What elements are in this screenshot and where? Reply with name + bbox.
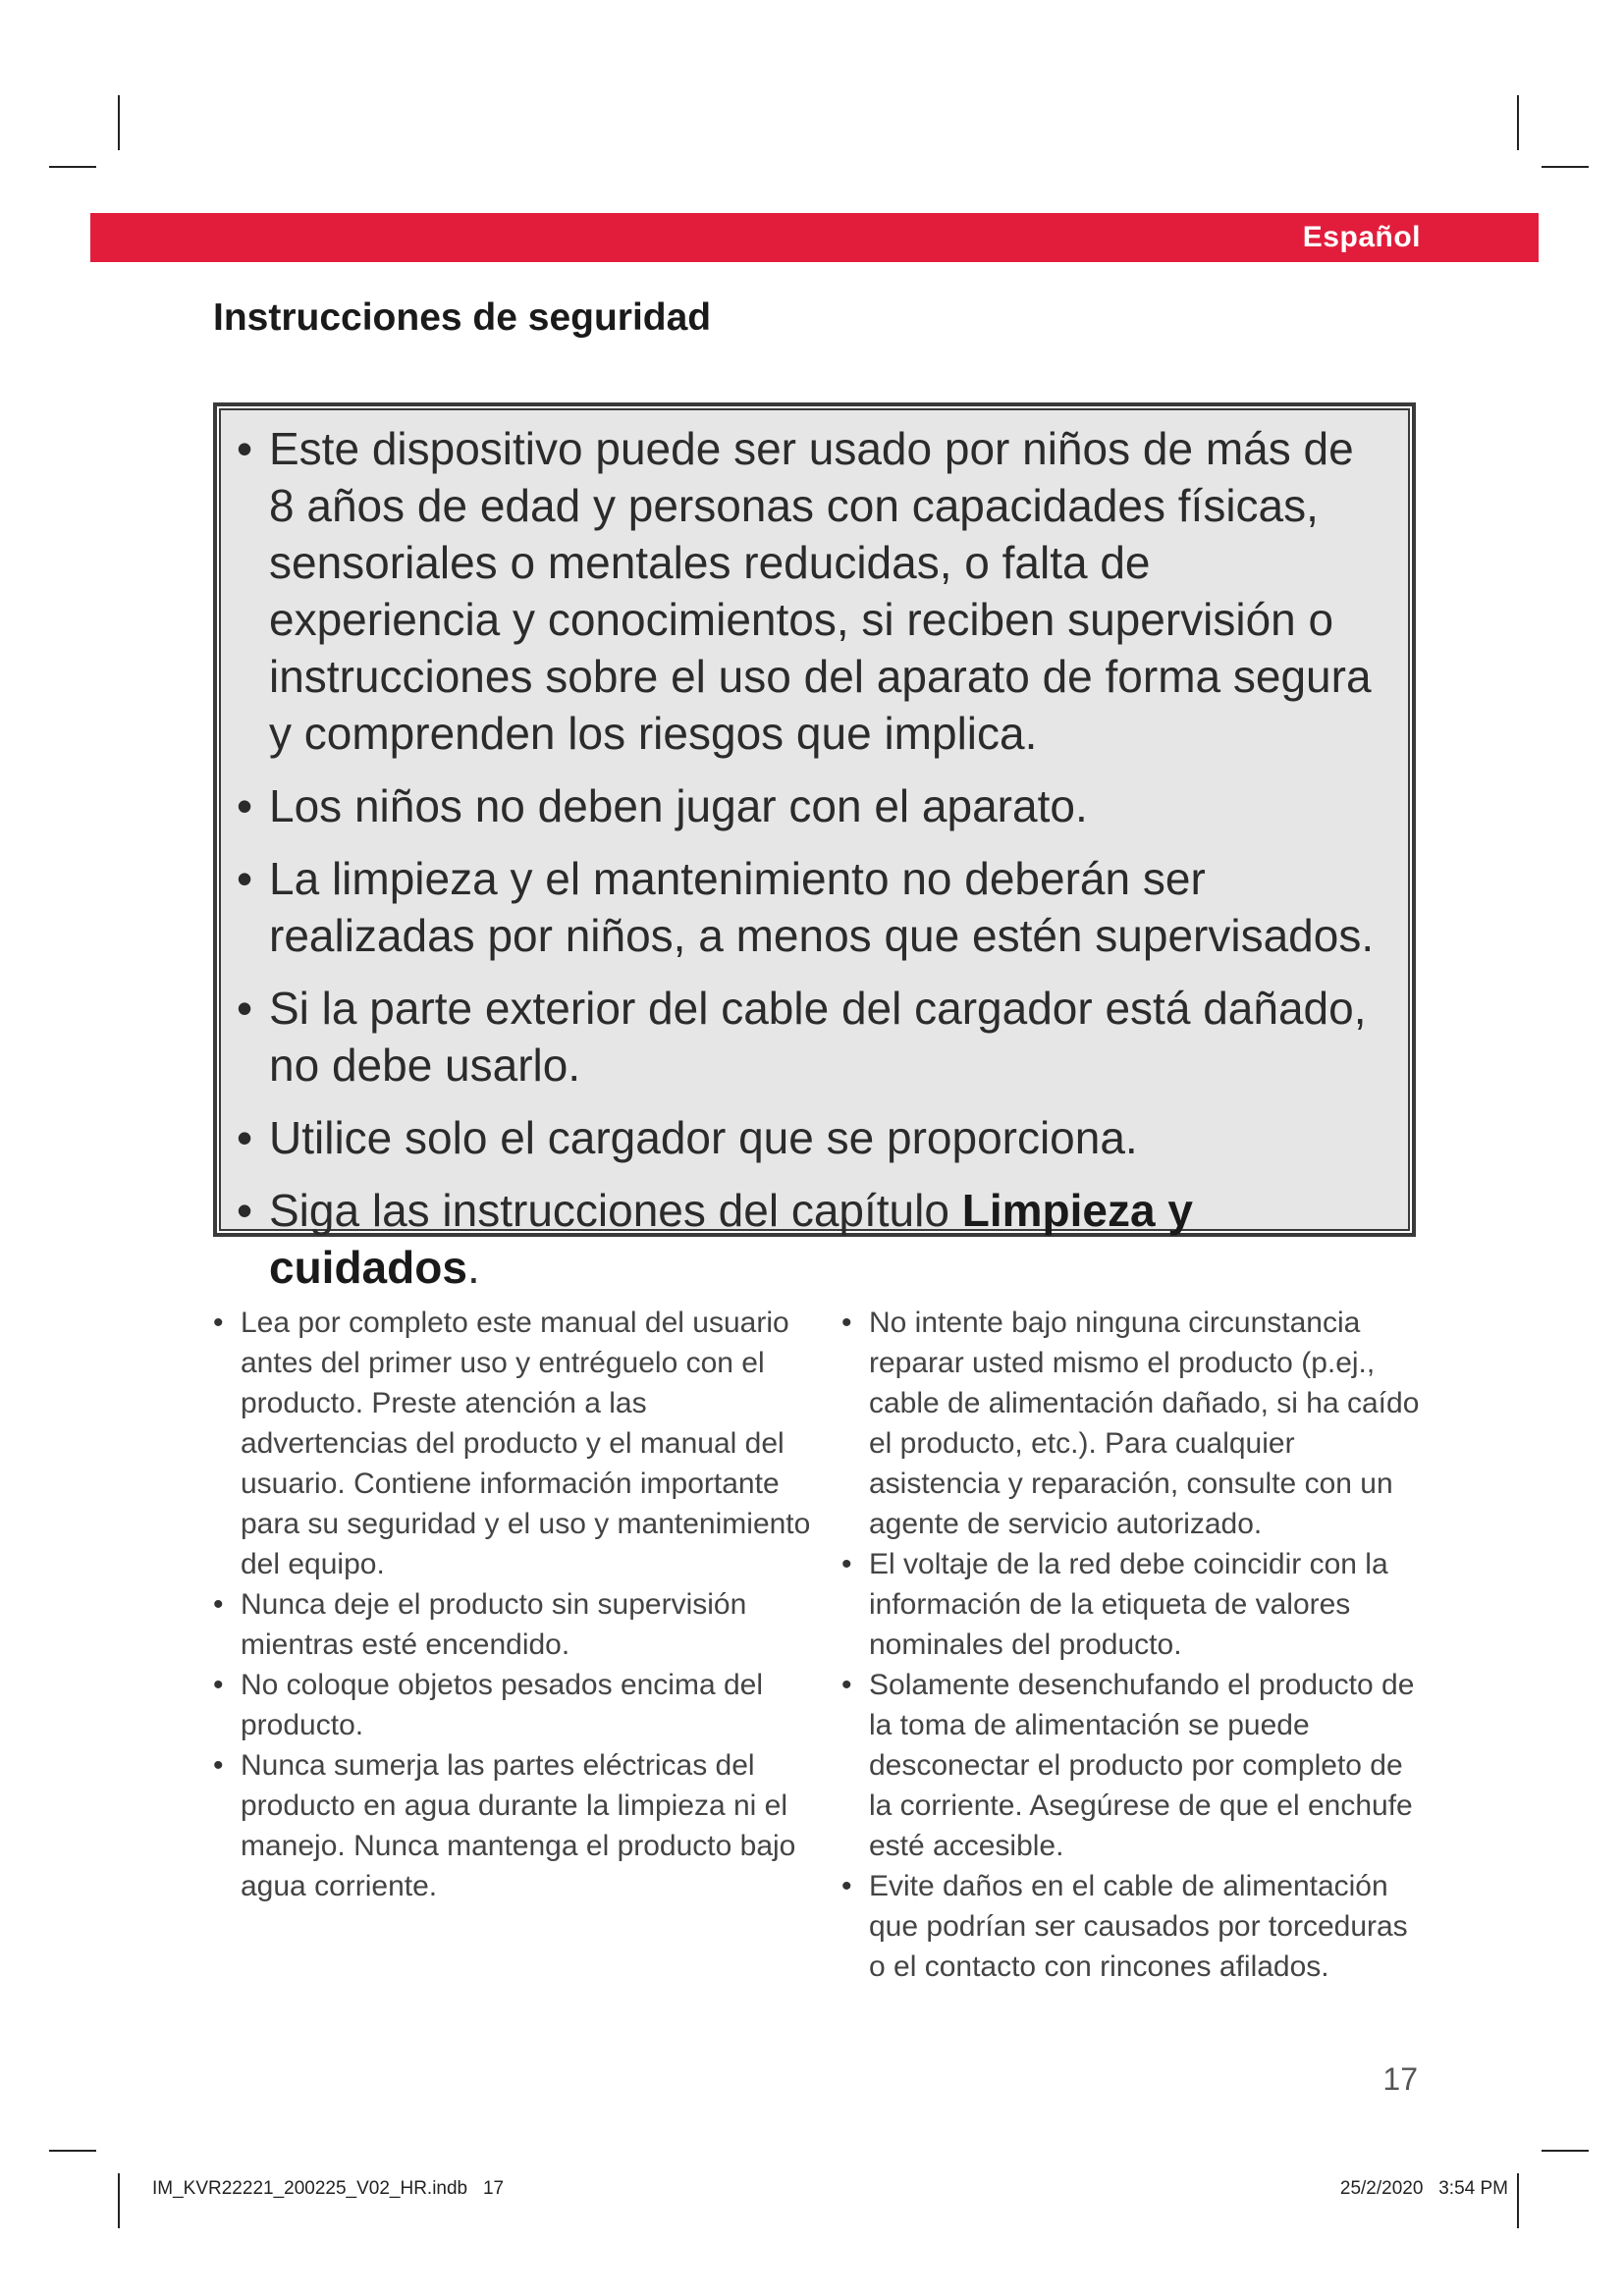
list-item [841, 1544, 1431, 1665]
crop-mark-top-right-vertical [1517, 95, 1519, 150]
list-item [213, 1584, 817, 1665]
list-item [841, 1303, 1431, 1544]
crop-mark-top-left-vertical [118, 95, 120, 150]
crop-mark-top-right-horizontal [1542, 166, 1589, 168]
list-item [841, 1665, 1431, 1866]
bullet-icon: • [841, 1548, 852, 1580]
left-bullet-list [213, 1303, 817, 1906]
bullet-icon: • [237, 1185, 253, 1236]
bullet-icon: • [213, 1749, 224, 1782]
warning-box [213, 402, 1416, 1293]
list-item-text: Evite daños en el cable de alimentación que podrían ser causados por torceduras o el contacto con rincones afilados. [869, 1870, 1408, 1983]
list-item-text: Nunca sumerja las partes eléctricas del producto en agua durante la limpieza ni el manejo. Nunca mantenga el producto bajo agua corriente. [241, 1749, 796, 1902]
crop-mark-bottom-right-vertical [1517, 2173, 1519, 2228]
crop-mark-bottom-right-horizontal [1542, 2150, 1589, 2152]
bullet-icon: • [213, 1588, 224, 1621]
warning-item-text: La limpieza y el mantenimiento no deberán ser realizadas por niños, a menos que estén supervisados. [269, 853, 1375, 961]
bullet-icon: • [237, 983, 253, 1034]
list-item-text: Lea por completo este manual del usuario antes del primer uso y entréguelo con el producto. Preste atención a las advertencias del producto y el manual del usuario. Contiene información importante para su seguridad y el uso y mantenimiento del equipo. [241, 1307, 811, 1580]
warning-item [237, 850, 1388, 964]
print-timestamp: 25/2/2020 3:54 PM [1339, 2178, 1508, 2199]
list-item-text: Solamente desenchufando el producto de la toma de alimentación se puede desconectar el producto por completo de la corriente. Asegúrese de que el enchufe esté accesible. [869, 1669, 1415, 1862]
warning-item [237, 777, 1388, 834]
bullet-icon: • [841, 1870, 852, 1902]
crop-mark-bottom-left-horizontal [49, 2150, 96, 2152]
warning-item-text: Si la parte exterior del cable del cargador está dañado, no debe usarlo. [269, 983, 1367, 1091]
warning-item-text: Los niños no deben jugar con el aparato. [269, 780, 1088, 831]
bullet-icon: • [237, 780, 253, 831]
warning-item [237, 1182, 1388, 1296]
file-slug: IM_KVR22221_200225_V02_HR.indb 17 [152, 2178, 505, 2199]
bullet-icon: • [841, 1669, 852, 1701]
warning-item-text-after: . [466, 1242, 480, 1293]
list-item-text: El voltaje de la red debe coincidir con la información de la etiqueta de valores nominales del producto. [869, 1548, 1388, 1661]
bullet-icon: • [841, 1307, 852, 1339]
list-item [841, 1866, 1431, 1987]
page-title: Instrucciones de seguridad [213, 296, 712, 339]
language-header-band [90, 213, 1539, 262]
chapter-reference: Limpieza y cuidados [269, 1185, 1193, 1293]
bullet-icon: • [237, 1112, 253, 1163]
language-label: Español [1302, 221, 1421, 253]
list-item [213, 1303, 817, 1584]
crop-mark-top-left-horizontal [49, 166, 96, 168]
crop-mark-bottom-left-vertical [118, 2173, 120, 2228]
list-item-text: No coloque objetos pesados encima del producto. [241, 1669, 764, 1741]
right-column [841, 1303, 1431, 1987]
list-item-text: Nunca deje el producto sin supervisión mientras esté encendido. [241, 1588, 747, 1661]
warning-item [237, 1109, 1388, 1166]
warning-item [237, 980, 1388, 1094]
list-item [213, 1745, 817, 1906]
bullet-icon: • [237, 853, 253, 904]
right-bullet-list [841, 1303, 1431, 1987]
warning-item-text-before: Siga las instrucciones del capítulo [269, 1185, 962, 1236]
list-item [213, 1665, 817, 1745]
bullet-icon: • [213, 1307, 224, 1339]
warning-list [237, 420, 1388, 1296]
left-column [213, 1303, 817, 1906]
bullet-icon: • [237, 423, 253, 474]
page-number: 17 [1382, 2061, 1418, 2097]
warning-item [237, 420, 1388, 762]
bullet-icon: • [213, 1669, 224, 1701]
warning-item-text: Este dispositivo puede ser usado por niños de más de 8 años de edad y personas con capacidades físicas, sensoriales o mentales reducidas, o falta de experiencia y conocimientos, si reciben supervisión o instrucciones sobre el uso del aparato de forma segura y comprenden los riesgos que implica. [269, 423, 1372, 759]
list-item-text: No intente bajo ninguna circunstancia reparar usted mismo el producto (p.ej., cable de alimentación dañado, si ha caído el producto, etc.). Para cualquier asistencia y reparación, consulte con un agente de servicio autorizado. [869, 1307, 1420, 1540]
warning-item-text: Utilice solo el cargador que se proporciona. [269, 1112, 1138, 1163]
